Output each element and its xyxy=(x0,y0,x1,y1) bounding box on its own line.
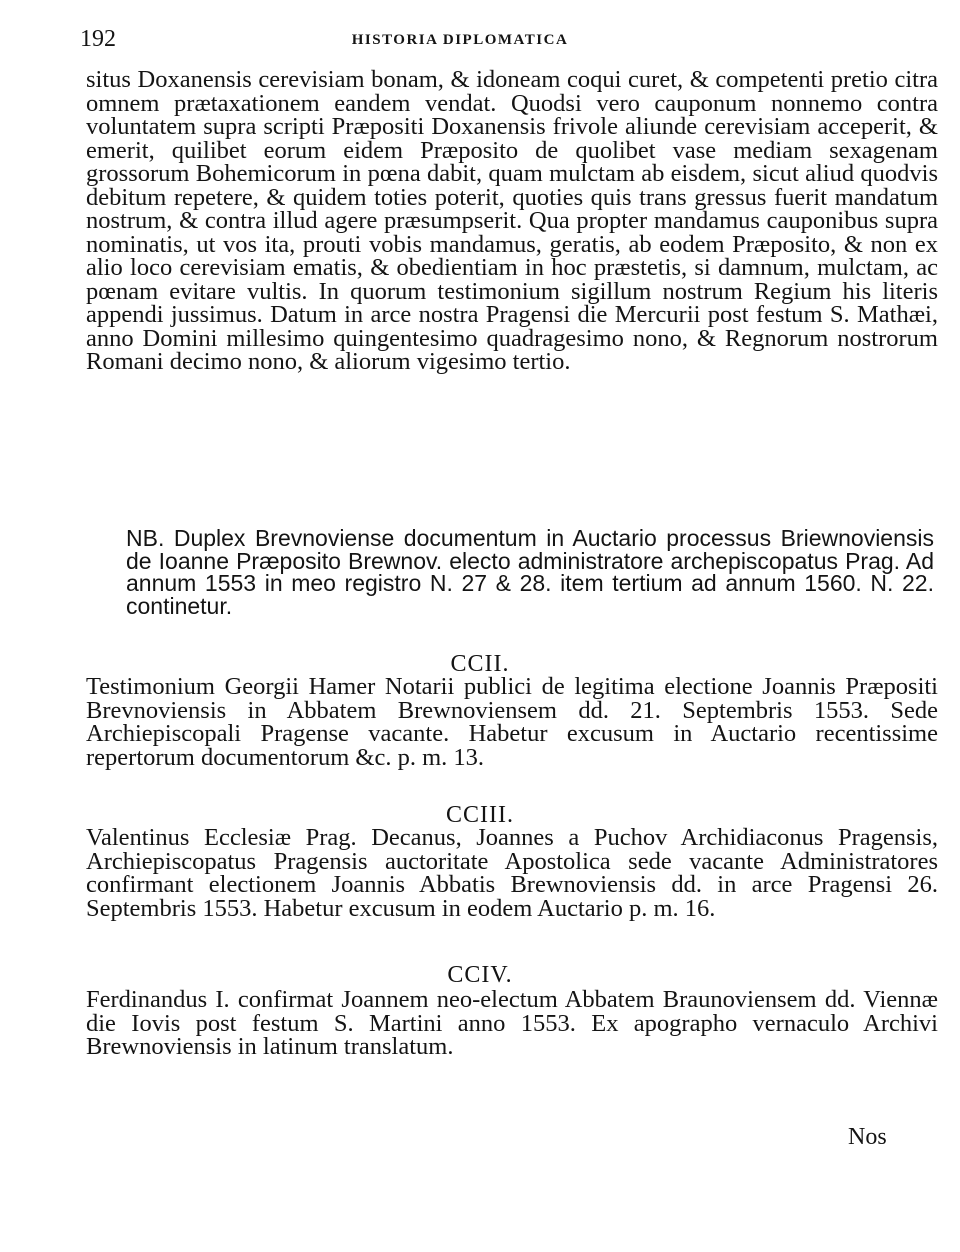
section-number-ccii: CCII. xyxy=(450,651,510,677)
page-number: 192 xyxy=(80,26,116,52)
section-text-ccii: Testimonium Georgii Hamer Notarii publici de legitima electione Joannis Præpositi Brevnoviensis in Abbatem Brewnoviensem dd. 21. Septembris 1553. Sede Archiepiscopali Pragense vacante. Habetur excusum in Auctario recentissime repertorum documentorum &c. p. m. 13. xyxy=(86,673,938,771)
section-number-cciv: CCIV. xyxy=(447,962,513,988)
section-number-cciii: CCIII. xyxy=(446,802,514,828)
section-text-cciii: Valentinus Ecclesiæ Prag. Decanus, Joannes a Puchov Archidiaconus Pragensis, Archiepiscopatus Pragensis auctoritate Apostolica sede vacante Administratores confirmant electionem Joannis Abbatis Brewnoviensis dd. in arce Pragensi 26. Septembris 1553. Habetur excusum in eodem Auctario p. m. 16. xyxy=(86,824,938,922)
charter-text-continuation: situs Doxanensis cerevisiam bonam, & idoneam coqui curet, & competenti pretio citra omnem prætaxationem eandem vendat. Quodsi vero cauponum nonnemo contra voluntatem supra scripti Præpositi Doxanensis frivole aliunde cerevisiam acceperit, & emerit, quilibet eorum eidem Præposito de quolibet vase mediam sexagenam grossorum Bohemicorum in pœna dabit, quam mulctam ab eisdem, sicut aliud quodvis debitum repetere, & quidem toties poterit, quoties quis trans gressus fuerit mandatum nostrum, & contra illud agere præsumpserit. Qua propter mandamus cauponibus supra nominatis, ut vos ita, prouti vobis mandamus, geratis, ab eodem Præposito, & non ex alio loco cerevisiam ematis, & obedientiam in hoc præstetis, si damnum, mulctam, ac pœnam evitare vultis. In quorum testimonium sigillum nostrum Regium his literis appendi jussimus. Datum in arce nostra Pragensi die Mercurii post festum S. Mathæi, anno Domini millesimo quingentesimo quadragesimo nono, & Regnorum nostrorum Romani decimo nono, & aliorum vigesimo tertio. xyxy=(86,66,938,375)
running-title: HISTORIA DIPLOMATICA xyxy=(351,32,569,48)
nota-bene-note: NB. Duplex Brevnoviense documentum in Auctario processus Briewnoviensis de Ioanne Præposito Brewnov. electo administratore archepiscopatus Prag. Ad annum 1553 in meo registro N. 27 & 28. item tertium ad annum 1560. N. 22. continetur. xyxy=(126,525,934,619)
page-header xyxy=(80,26,840,60)
catchword: Nos xyxy=(848,1124,887,1150)
section-text-cciv: Ferdinandus I. confirmat Joannem neo-electum Abbatem Braunoviensem dd. Viennæ die Iovis post festum S. Martini anno 1553. Ex apographo vernaculo Archivi Brewnoviensis in latinum translatum. xyxy=(86,986,938,1060)
